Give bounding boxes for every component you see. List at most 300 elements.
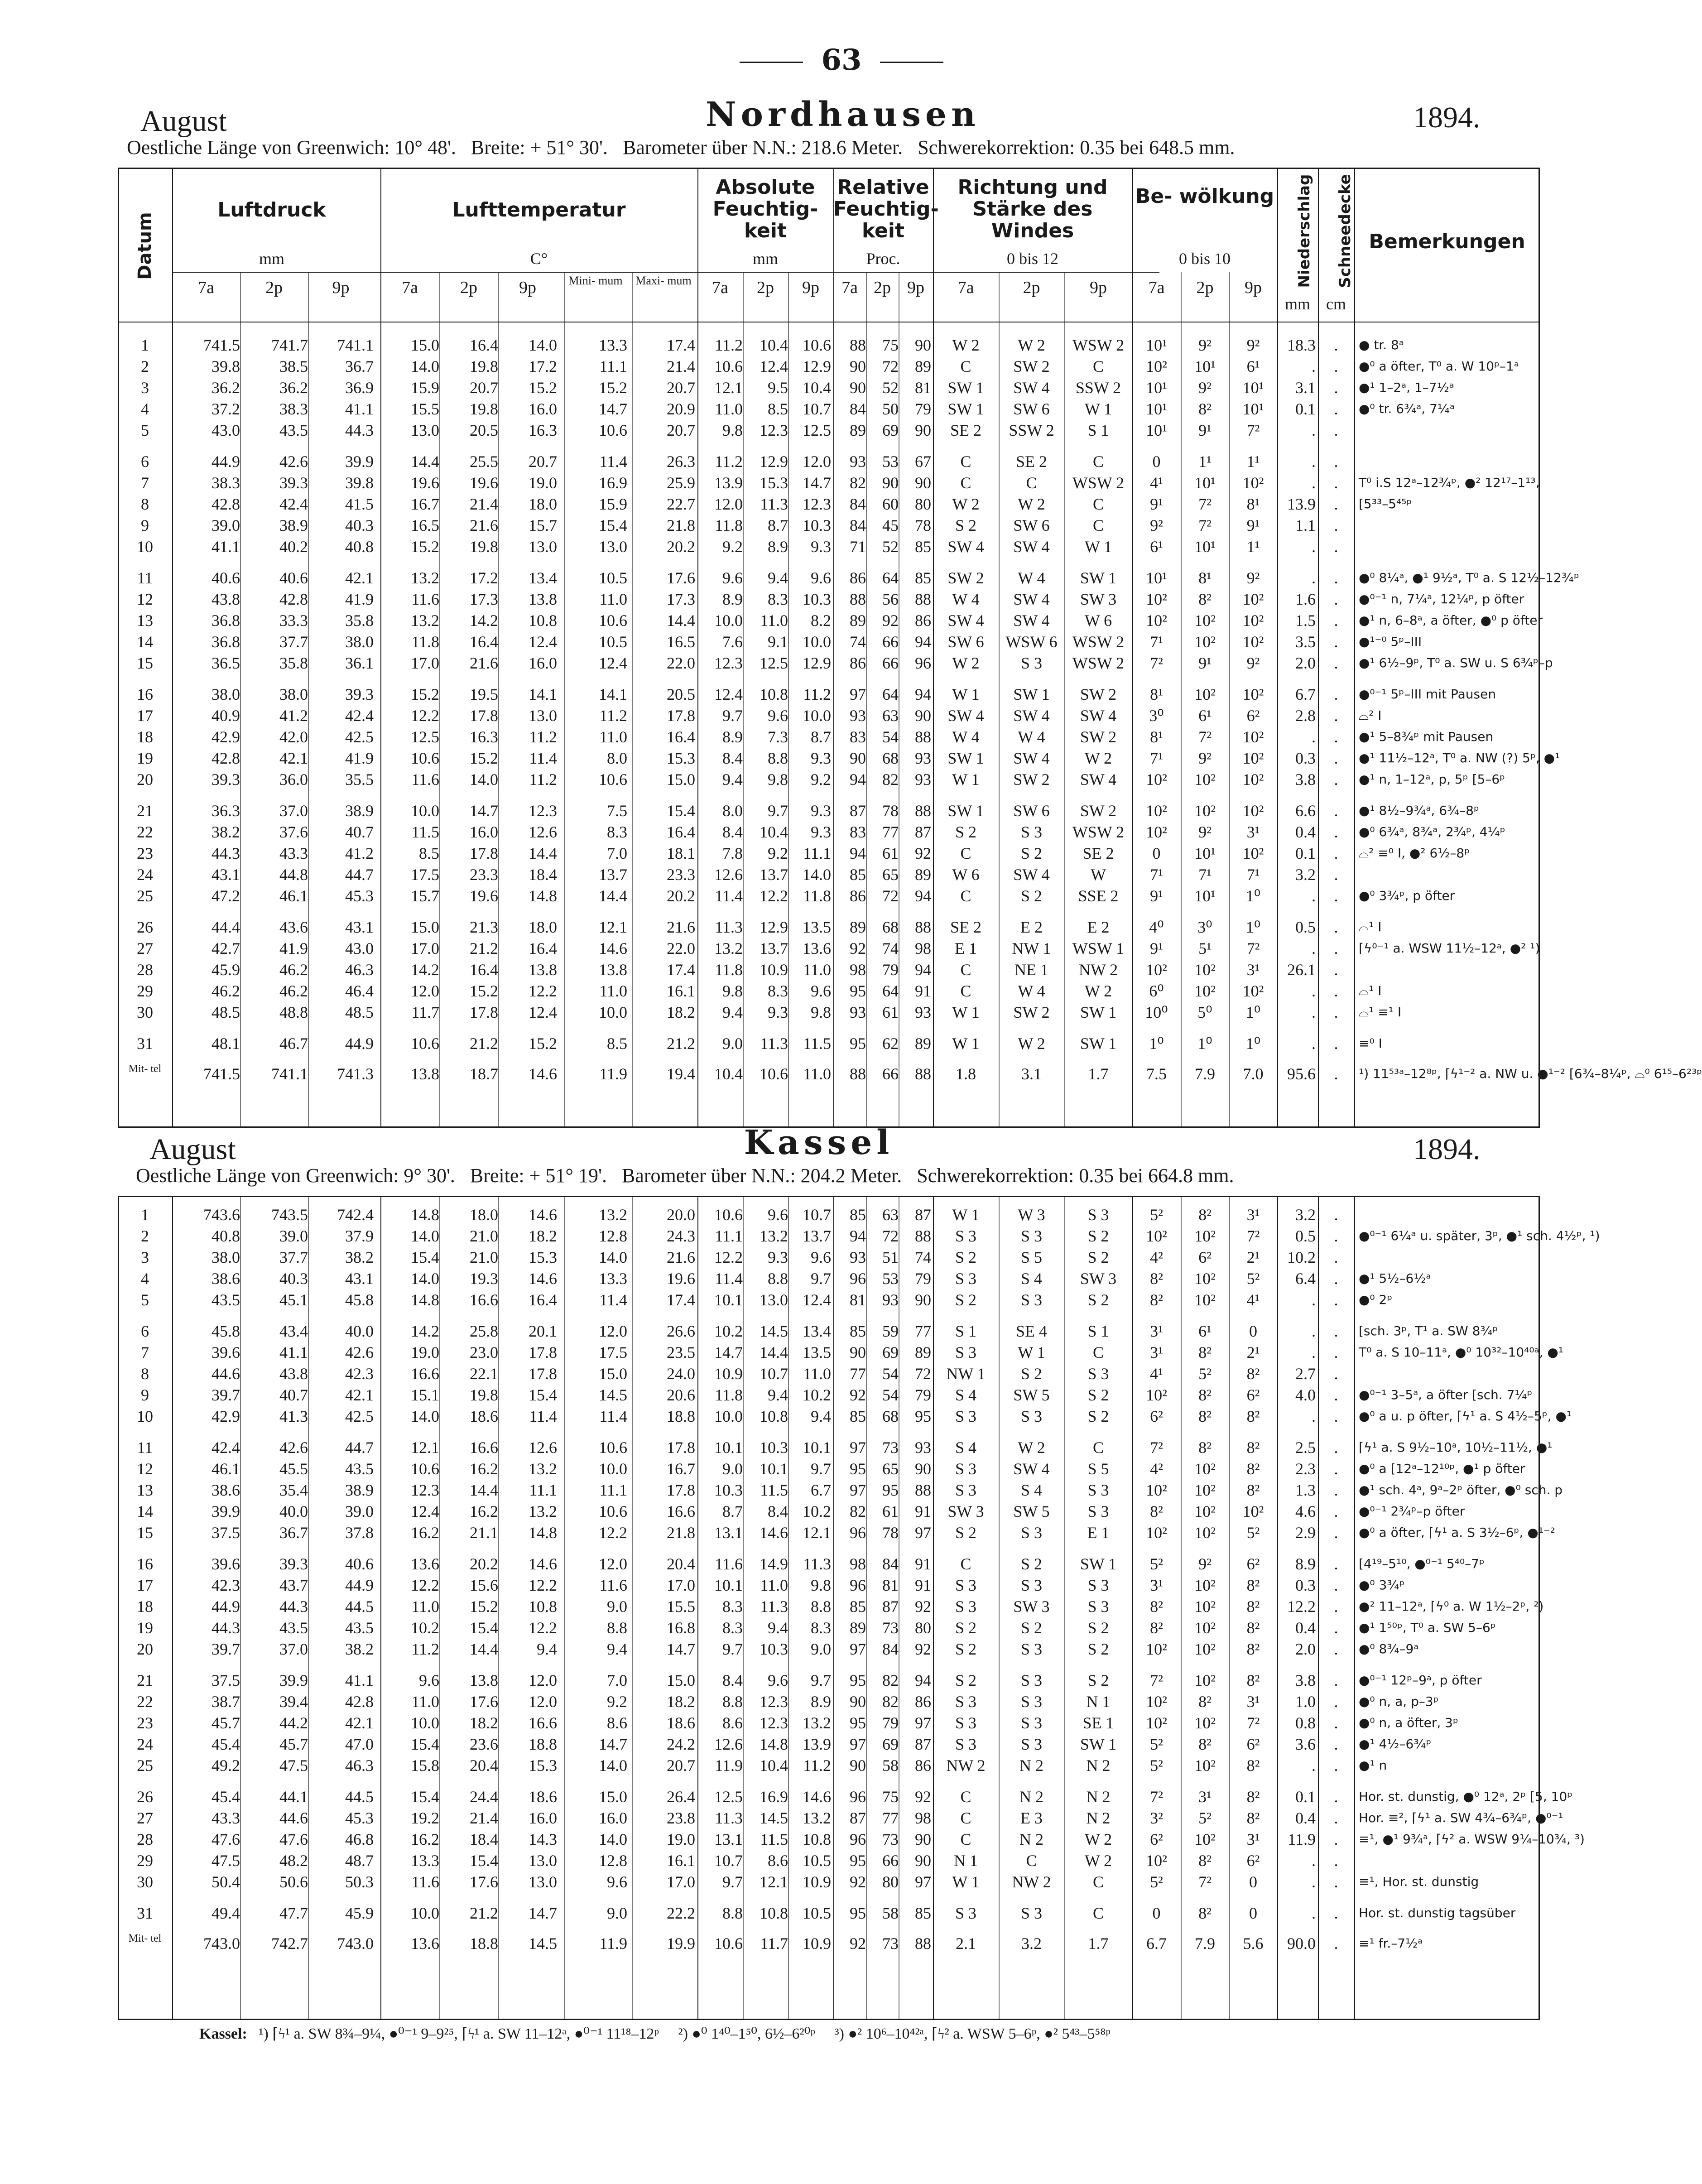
cell-p2: 45.8 — [345, 1291, 374, 1309]
table-row — [118, 1247, 1540, 1267]
cell-w0: C — [960, 1809, 971, 1827]
cell-t1: 22.1 — [470, 1365, 498, 1383]
cell-r0: 90 — [850, 1693, 866, 1711]
cell-t2: 11.2 — [529, 728, 557, 746]
cell-p2: 39.9 — [345, 452, 374, 471]
cell-a2: 9.7 — [811, 1270, 831, 1288]
cell-b2: 10² — [1242, 633, 1264, 651]
cell-b0: 7² — [1150, 1438, 1163, 1457]
cell-s: . — [1334, 1597, 1338, 1616]
cell-n: 2.3 — [1295, 1460, 1316, 1478]
cell-a2: 9.7 — [811, 1671, 831, 1689]
table-row — [118, 727, 1540, 747]
table-row — [118, 1002, 1540, 1022]
cell-t4: 20.7 — [667, 379, 695, 397]
cell-r0: 95 — [850, 982, 866, 1000]
cell-t2: 18.6 — [529, 1788, 557, 1806]
cell-r2: 74 — [915, 1248, 931, 1266]
cell-w0: S 3 — [955, 1597, 977, 1616]
cell-a0: 9.8 — [722, 421, 743, 439]
cell-a0: 11.8 — [715, 1386, 743, 1404]
lon-label: Oestliche Länge von Greenwich: — [127, 136, 390, 159]
table-row — [118, 1063, 1702, 1084]
cell-s: . — [1334, 569, 1338, 587]
cell-a0: 11.6 — [715, 1555, 743, 1573]
cell-p1: 40.7 — [279, 1386, 308, 1404]
cell-t2: 18.4 — [529, 866, 557, 884]
cell-n: 0.1 — [1295, 1788, 1316, 1806]
cell-w1: SW 1 — [1013, 685, 1050, 703]
cell-d: 5 — [141, 1291, 149, 1309]
cell-t3: 8.5 — [607, 1034, 627, 1053]
cell-w1: N 2 — [1019, 1756, 1043, 1775]
cell-b1: 9² — [1198, 823, 1212, 841]
cell-b1: 10² — [1194, 1597, 1216, 1616]
table-row — [118, 1226, 1600, 1246]
cell-w1: C — [1026, 1852, 1037, 1870]
cell-p1: 40.0 — [279, 1502, 308, 1520]
cell-n: 0.5 — [1295, 918, 1316, 936]
cell-rem: ●¹ 5½–6½ᵃ — [1359, 1271, 1431, 1286]
cell-a0: 8.9 — [722, 590, 743, 608]
cell-p1: 44.3 — [279, 1597, 308, 1616]
cell-w0: SW 6 — [947, 633, 984, 651]
cell-t1: 21.0 — [470, 1248, 498, 1266]
cell-r2: 89 — [915, 1034, 931, 1053]
cell-a2: 10.9 — [803, 1934, 831, 1953]
cell-s: . — [1334, 452, 1338, 471]
cell-p1: 46.2 — [279, 982, 308, 1000]
cell-t1: 17.8 — [470, 844, 498, 862]
cell-a2: 13.5 — [803, 918, 831, 936]
cell-a2: 13.5 — [803, 1343, 831, 1361]
cell-w0: W 1 — [952, 1206, 980, 1224]
cell-d: 27 — [137, 1809, 153, 1827]
cell-w1: W 2 — [1018, 1034, 1045, 1053]
cell-t2: 20.1 — [529, 1322, 557, 1340]
cell-t4: 16.4 — [667, 728, 695, 746]
cell-a0: 9.8 — [722, 982, 743, 1000]
cell-p2: 41.9 — [345, 749, 374, 767]
cell-a0: 8.0 — [722, 802, 743, 820]
cell-b1: 5⁰ — [1197, 1003, 1212, 1021]
lat-value-2: + 51° 19'. — [529, 1164, 607, 1187]
cell-t4: 16.6 — [667, 1502, 695, 1520]
cell-r2: 97 — [915, 1524, 931, 1542]
cell-b0: 10¹ — [1146, 336, 1167, 354]
cell-r2: 87 — [915, 1735, 931, 1753]
cell-r1: 80 — [882, 1873, 899, 1891]
cell-b2: 8² — [1246, 1481, 1260, 1499]
cell-p1: 38.0 — [279, 685, 308, 703]
cell-a1: 9.6 — [768, 707, 788, 725]
cell-t0: 10.0 — [411, 1904, 439, 1922]
cell-r0: 93 — [850, 707, 866, 725]
cell-r0: 97 — [850, 1640, 866, 1658]
cell-rem: ●¹ 6½–9ᵖ, T⁰ a. SW u. S 6¾ᵖ–p — [1359, 655, 1553, 670]
cell-d: 23 — [137, 844, 153, 862]
cell-t4: 23.3 — [667, 866, 695, 884]
cell-t1: 25.5 — [470, 452, 498, 471]
cell-p0: 743.6 — [203, 1206, 240, 1224]
cell-p1: 50.6 — [279, 1873, 308, 1891]
sub-divider-1 — [240, 272, 241, 1128]
cell-rem: Hor. ≡², ⌈ϟ¹ a. SW 4¾–6¾ᵖ, ●⁰⁻¹ — [1359, 1810, 1563, 1825]
cell-d: 8 — [141, 495, 149, 513]
cell-b2: 8² — [1246, 1460, 1260, 1478]
cell-p2: 38.0 — [345, 633, 374, 651]
cell-p2: 39.8 — [345, 474, 374, 492]
cell-rem: ●⁰ 8¾–9ᵃ — [1359, 1641, 1419, 1656]
cell-p2: 42.4 — [345, 707, 374, 725]
cell-b0: 9¹ — [1150, 939, 1163, 957]
cell-rem: ●⁰⁻¹ 2¾ᵖ–p öfter — [1359, 1504, 1465, 1519]
cell-t0: 14.0 — [411, 1227, 439, 1245]
cell-t2: 14.1 — [529, 685, 557, 703]
cell-b1: 10² — [1194, 1524, 1216, 1542]
cell-w0: W 4 — [952, 590, 980, 608]
table-row — [118, 1342, 1564, 1362]
cell-t4: 20.9 — [667, 400, 695, 418]
header-lufttemperatur-unit: C° — [530, 250, 548, 268]
cell-r1: 65 — [882, 866, 899, 884]
cell-a1: 9.2 — [768, 844, 788, 862]
cell-t2: 13.8 — [529, 961, 557, 979]
cell-a0: 13.1 — [714, 1830, 743, 1848]
cell-n: . — [1312, 1407, 1316, 1425]
cell-w0: W 2 — [952, 336, 980, 354]
cell-w2: W — [1091, 866, 1106, 884]
sub-divider-2 — [866, 1196, 867, 2020]
cell-r0: 83 — [850, 823, 866, 841]
cell-b0: 3⁰ — [1149, 707, 1164, 725]
cell-t3: 12.8 — [599, 1227, 627, 1245]
cell-r0: 96 — [850, 1270, 866, 1288]
cell-s: . — [1334, 1407, 1338, 1425]
grav-value-2: 0.35 bei 664.8 mm. — [1079, 1164, 1234, 1187]
cell-r0: 88 — [850, 336, 866, 354]
cell-w0: W 2 — [952, 495, 980, 513]
cell-b0: 10² — [1146, 611, 1167, 630]
cell-p0: 40.9 — [212, 707, 240, 725]
table-row — [118, 356, 1540, 376]
cell-a0: 11.0 — [715, 400, 743, 418]
cell-t4: 15.3 — [667, 749, 695, 767]
cell-w0: W 4 — [952, 728, 980, 746]
cell-t2: 14.7 — [529, 1904, 557, 1922]
sub-divider-2 — [788, 1196, 789, 2020]
sub-divider-1 — [632, 272, 633, 1128]
cell-rem: ●¹ n — [1359, 1758, 1387, 1773]
cell-t2: 19.0 — [529, 474, 557, 492]
cell-b0: 4² — [1150, 1460, 1163, 1478]
cell-n: 4.6 — [1295, 1502, 1316, 1520]
cell-w1: C — [1026, 474, 1037, 492]
cell-t0: 12.0 — [411, 982, 439, 1000]
cell-a2: 9.8 — [811, 1003, 831, 1021]
cell-t0: 15.0 — [411, 336, 439, 354]
cell-t2: 13.8 — [529, 590, 557, 608]
cell-r0: 97 — [850, 685, 866, 703]
cell-t3: 14.0 — [599, 1830, 627, 1848]
cell-w0: S 3 — [955, 1481, 977, 1499]
cell-r0: 96 — [850, 1788, 866, 1806]
cell-rem: ●⁰⁻¹ 6¼ᵃ u. später, 3ᵖ, ●¹ sch. 4½ᵖ, ¹) — [1359, 1228, 1600, 1243]
cell-t4: 16.5 — [667, 633, 695, 651]
cell-rem: ●⁰ 3¾ᵖ — [1359, 1578, 1405, 1592]
header-relative-unit: Proc. — [866, 250, 900, 268]
cell-a1: 12.3 — [760, 1693, 788, 1711]
cell-w0: NW 1 — [946, 1365, 986, 1383]
cell-t2: 11.4 — [529, 1407, 557, 1425]
cell-p2: 40.0 — [345, 1322, 374, 1340]
cell-t3: 12.8 — [599, 1852, 627, 1870]
cell-n: 0.4 — [1295, 1619, 1316, 1637]
cell-r2: 91 — [915, 982, 931, 1000]
cell-rem — [1359, 1364, 1538, 1384]
cell-w2: SSW 2 — [1075, 379, 1121, 397]
cell-w0: SW 1 — [947, 400, 984, 418]
cell-d: 30 — [137, 1003, 153, 1021]
cell-s: . — [1334, 1576, 1338, 1594]
col-divider-1 — [1354, 168, 1355, 1128]
cell-b2: 10² — [1242, 1502, 1264, 1520]
table-row — [118, 335, 1540, 355]
cell-a0: 12.2 — [714, 1248, 743, 1266]
cell-t1: 16.4 — [470, 633, 498, 651]
cell-t2: 17.8 — [529, 1343, 557, 1361]
cell-p2: 42.6 — [345, 1343, 374, 1361]
cell-d: 12 — [137, 590, 153, 608]
cell-s: . — [1334, 1693, 1338, 1711]
cell-s: . — [1334, 707, 1338, 725]
cell-a0: 9.4 — [722, 1003, 743, 1021]
cell-b0: 10² — [1146, 357, 1167, 375]
cell-t0: 14.0 — [411, 1407, 439, 1425]
cell-w1: SW 4 — [1013, 379, 1050, 397]
cell-p0: 38.3 — [212, 474, 240, 492]
footnote-1: ¹) ⌈ϟ¹ a. SW 8¾–9¼, ●⁰⁻¹ 9–9²⁵, ⌈ϟ¹ a. SW 11–12ᵃ, ●⁰⁻¹ 11¹⁸–12ᵖ — [259, 2025, 659, 2042]
cell-p2: 46.8 — [345, 1830, 374, 1848]
cell-s: . — [1334, 654, 1338, 672]
cell-a2: 9.3 — [811, 538, 831, 556]
cell-t3: 13.8 — [599, 961, 627, 979]
cell-p0: 36.3 — [212, 802, 240, 820]
cell-t1: 19.6 — [470, 474, 498, 492]
cell-t0: 19.2 — [411, 1809, 439, 1827]
cell-rem: ●⁰ a öfter, T⁰ a. W 10ᵖ–1ᵃ — [1359, 359, 1519, 374]
cell-p0: 41.1 — [212, 538, 240, 556]
cell-t3: 16.9 — [599, 474, 627, 492]
cell-t1: 16.0 — [470, 823, 498, 841]
cell-a2: 12.1 — [803, 1524, 831, 1542]
header-luftdruck: Luftdruck — [217, 198, 326, 221]
cell-t2: 15.2 — [529, 379, 557, 397]
subhead-3: 7a — [402, 278, 418, 297]
cell-s: . — [1334, 1322, 1338, 1340]
cell-b1: 10² — [1194, 770, 1216, 789]
header-wind: Richtung und Stärke des Windes — [957, 176, 1108, 242]
cell-t4: 18.2 — [667, 1693, 695, 1711]
col-divider-1 — [697, 168, 698, 1128]
cell-p0: 741.5 — [203, 336, 240, 354]
cell-a1: 14.5 — [760, 1809, 788, 1827]
cell-w0: C — [960, 1830, 971, 1848]
cell-p1: 39.9 — [279, 1671, 308, 1689]
cell-t4: 26.3 — [667, 452, 695, 471]
baro-label: Barometer über N.N.: — [622, 136, 797, 159]
cell-a0: 10.0 — [714, 1407, 743, 1425]
cell-s: . — [1334, 1619, 1338, 1637]
cell-b1: 10² — [1194, 685, 1216, 703]
cell-t4: 18.8 — [667, 1407, 695, 1425]
cell-t2: 17.2 — [529, 357, 557, 375]
cell-b1: 8² — [1198, 1407, 1212, 1425]
cell-r1: 61 — [882, 844, 899, 862]
cell-d: 16 — [137, 685, 153, 703]
cell-d: 22 — [137, 1693, 153, 1711]
cell-t1: 16.3 — [470, 728, 498, 746]
cell-r1: 54 — [882, 728, 899, 746]
cell-r2: 88 — [915, 590, 931, 608]
cell-d: 9 — [141, 1386, 149, 1404]
cell-a0: 11.9 — [715, 1756, 743, 1775]
table-row — [118, 938, 1540, 958]
cell-t4: 21.6 — [667, 1248, 695, 1266]
cell-a1: 11.5 — [760, 1481, 788, 1499]
cell-p1: 45.1 — [279, 1291, 308, 1309]
cell-a0: 9.7 — [722, 1873, 743, 1891]
cell-p0: 39.9 — [212, 1502, 240, 1520]
cell-a1: 10.4 — [760, 823, 788, 841]
cell-p0: 38.7 — [212, 1693, 240, 1711]
page-number-dash-left — [740, 62, 803, 63]
cell-r2: 90 — [915, 1830, 931, 1848]
cell-w1: SW 2 — [1013, 357, 1050, 375]
cell-p1: 46.1 — [279, 887, 308, 905]
cell-rem: ●⁰ 3¾ᵖ, p öfter — [1359, 888, 1455, 903]
cell-a0: 9.7 — [722, 1640, 743, 1658]
cell-b2: 2¹ — [1246, 1343, 1260, 1361]
cell-b1: 10¹ — [1194, 844, 1216, 862]
cell-t4: 19.0 — [667, 1830, 695, 1848]
cell-r1: 73 — [882, 1934, 899, 1953]
cell-p2: 44.3 — [345, 421, 374, 439]
cell-rem: ●¹ n, 6–8ᵃ, a öfter, ●⁰ p öfter — [1359, 613, 1543, 628]
cell-a2: 11.1 — [803, 844, 831, 862]
cell-s: . — [1334, 1524, 1338, 1542]
cell-r0: 95 — [850, 1904, 866, 1922]
cell-a1: 11.0 — [760, 1576, 788, 1594]
cell-t2: 15.7 — [529, 516, 557, 534]
cell-b2: 1¹ — [1246, 538, 1260, 556]
cell-a1: 9.6 — [768, 1671, 788, 1689]
cell-b0: 10² — [1146, 1714, 1167, 1732]
cell-p0: 43.1 — [212, 866, 240, 884]
cell-b2: 8² — [1246, 1438, 1260, 1457]
cell-p0: 40.8 — [212, 1227, 240, 1245]
cell-w2: N 2 — [1086, 1809, 1111, 1827]
cell-p2: 43.5 — [345, 1460, 374, 1478]
cell-a2: 11.0 — [803, 1065, 831, 1083]
cell-t1: 18.8 — [470, 1934, 498, 1953]
cell-p2: 46.4 — [345, 982, 374, 1000]
cell-p2: 36.1 — [345, 654, 374, 672]
cell-b0: 5² — [1150, 1756, 1163, 1775]
cell-n: . — [1312, 982, 1316, 1000]
cell-a0: 11.8 — [715, 516, 743, 534]
cell-s: . — [1334, 1852, 1338, 1870]
cell-b2: 3¹ — [1246, 823, 1260, 841]
cell-a0: 8.4 — [722, 823, 743, 841]
cell-w2: S 3 — [1087, 1206, 1109, 1224]
baro-value: 218.6 Meter. — [801, 136, 903, 159]
cell-t1: 19.3 — [470, 1270, 498, 1288]
cell-p1: 44.8 — [279, 866, 308, 884]
cell-b0: 8¹ — [1150, 728, 1163, 746]
cell-t2: 15.3 — [529, 1248, 557, 1266]
cell-t1: 24.4 — [470, 1788, 498, 1806]
cell-r1: 59 — [882, 1322, 899, 1340]
cell-d: 28 — [137, 961, 153, 979]
cell-t1: 20.7 — [470, 379, 498, 397]
cell-p1: 46.2 — [279, 961, 308, 979]
cell-r2: 90 — [915, 1291, 931, 1309]
cell-p2: 35.5 — [345, 770, 374, 789]
cell-t0: 11.6 — [411, 590, 439, 608]
cell-r0: 97 — [850, 1481, 866, 1499]
cell-w2: S 2 — [1087, 1227, 1109, 1245]
cell-b2: 10² — [1242, 844, 1264, 862]
cell-b2: 8² — [1246, 1576, 1260, 1594]
cell-w1: NW 2 — [1012, 1873, 1051, 1891]
cell-p2: 41.2 — [345, 844, 374, 862]
cell-s: . — [1334, 400, 1338, 418]
table-row — [118, 1459, 1540, 1479]
cell-t1: 16.2 — [470, 1460, 498, 1478]
cell-b0: 5² — [1150, 1873, 1163, 1891]
cell-t0: 11.6 — [411, 1873, 439, 1891]
cell-b1: 10² — [1194, 611, 1216, 630]
cell-b0: 10¹ — [1146, 421, 1167, 439]
cell-a0: 11.2 — [715, 452, 743, 471]
cell-t1: 20.2 — [470, 1555, 498, 1573]
cell-w1: S 3 — [1020, 1524, 1043, 1542]
cell-s: . — [1334, 611, 1338, 630]
cell-t0: 19.0 — [411, 1343, 439, 1361]
cell-d: 7 — [141, 474, 149, 492]
lon-value-2: 9° 30'. — [404, 1164, 455, 1187]
cell-a2: 12.0 — [803, 452, 831, 471]
subhead-11: 7a — [841, 278, 858, 297]
cell-s: . — [1334, 357, 1338, 375]
cell-s: . — [1334, 1756, 1338, 1775]
cell-r1: 73 — [882, 1830, 899, 1848]
station-1-subheader — [127, 136, 1235, 159]
cell-t3: 10.0 — [599, 1003, 627, 1021]
cell-a1: 12.4 — [760, 357, 788, 375]
cell-r1: 92 — [882, 611, 899, 630]
cell-d: 10 — [137, 1407, 153, 1425]
table-row — [118, 822, 1540, 842]
cell-rem: ●⁰⁻¹ 12ᵖ–9ᵃ, p öfter — [1359, 1673, 1482, 1688]
cell-t0: 11.7 — [411, 1003, 439, 1021]
cell-p2: 48.5 — [345, 1003, 374, 1021]
cell-p0: 39.3 — [212, 770, 240, 789]
cell-r1: 95 — [882, 1481, 899, 1499]
cell-t3: 12.1 — [599, 918, 627, 936]
cell-d: 6 — [141, 1322, 149, 1340]
